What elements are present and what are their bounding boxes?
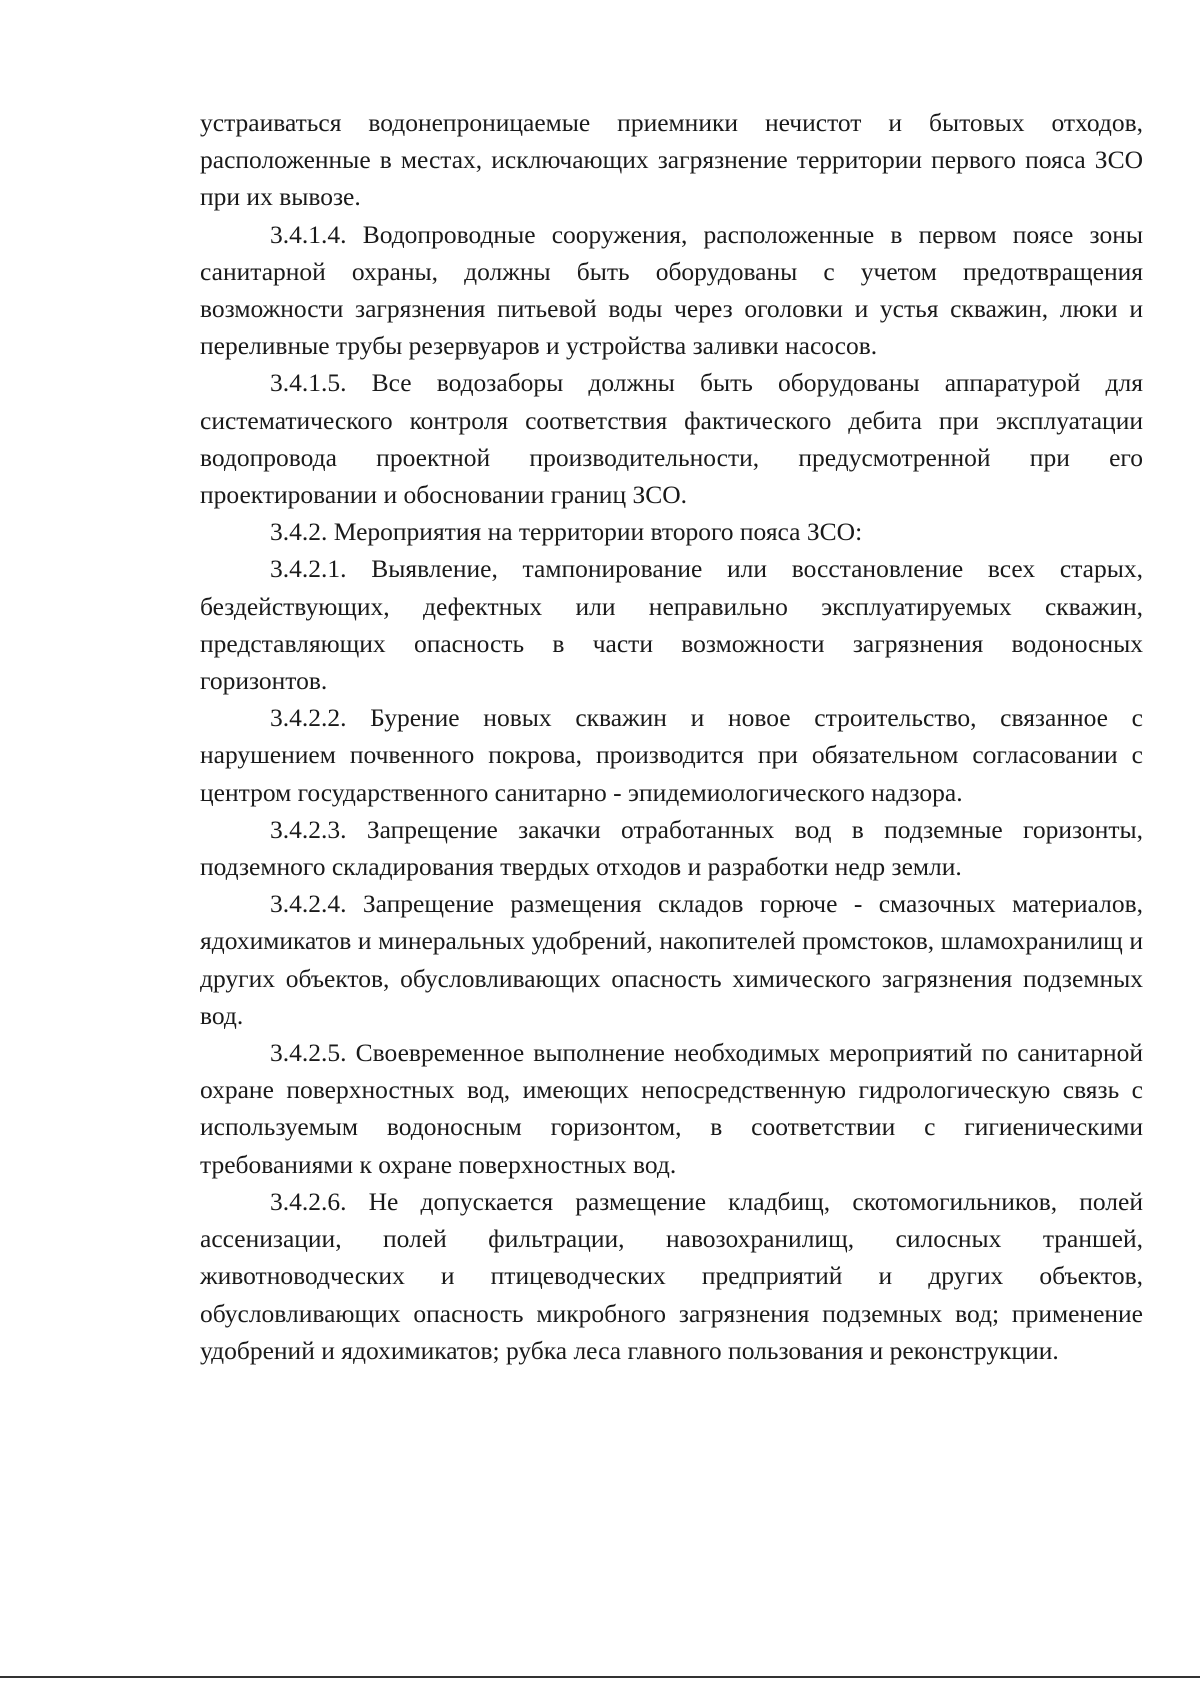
- page-bottom-edge-line: [0, 1676, 1200, 1678]
- paragraph-3-4-2-1: 3.4.2.1. Выявление, тампонирование или восстановление всех старых, бездействующих, дефектных или неправильно эксплуатируемых скважин, представляющих опасность в части возможности загрязнения водоносных горизонтов.: [200, 554, 1143, 696]
- paragraph-3-4-1-5: 3.4.1.5. Все водозаборы должны быть оборудованы аппаратурой для систематического контроля соответствия фактического дебита при эксплуатации водопровода проектной производительности, предусмотренной при его проектировании и обосновании границ ЗСО.: [200, 368, 1143, 510]
- paragraph-3-4-2-3: 3.4.2.3. Запрещение закачки отработанных вод в подземные горизонты, подземного складирования твердых отходов и разработки недр земли.: [200, 814, 1143, 882]
- paragraph-3-4-2-2: 3.4.2.2. Бурение новых скважин и новое строительство, связанное с нарушением почвенного покрова, производится при обязательном согласовании с центром государственного санитарно - эпидемиологического надзора.: [200, 703, 1143, 807]
- paragraph-3-4-1-4: 3.4.1.4. Водопроводные сооружения, расположенные в первом поясе зоны санитарной охраны, должны быть оборудованы с учетом предотвращения возможности загрязнения питьевой воды через оголовки и устья скважин, люки и переливные трубы резервуаров и устройства заливки насосов.: [200, 219, 1143, 361]
- document-page: [200, 104, 1143, 1369]
- paragraph-3-4-2-6: 3.4.2.6. Не допускается размещение кладбищ, скотомогильников, полей ассенизации, полей фильтрации, навозохранилищ, силосных траншей, животноводческих и птицеводческих предприятий и других объектов, обусловливающих опасность микробного загрязнения подземных вод; применение удобрений и ядохимикатов; рубка леса главного пользования и реконструкции.: [200, 1186, 1143, 1365]
- paragraph-3-4-2-heading: 3.4.2. Мероприятия на территории второго пояса ЗСО:: [270, 517, 863, 547]
- paragraph-3-4-2-5: 3.4.2.5. Своевременное выполнение необходимых мероприятий по санитарной охране поверхностных вод, имеющих непосредственную гидрологическую связь с используемым водоносным горизонтом, в соответствии с гигиеническими требованиями к охране поверхностных вод.: [200, 1038, 1143, 1179]
- paragraph-continuation: устраиваться водонепроницаемые приемники нечистот и бытовых отходов, расположенные в местах, исключающих загрязнение территории первого пояса ЗСО при их вывозе.: [200, 108, 1143, 212]
- paragraph-3-4-2-4: 3.4.2.4. Запрещение размещения складов горюче - смазочных материалов, ядохимикатов и минеральных удобрений, накопителей промстоков, шламохранилищ и других объектов, обусловливающих опасность химического загрязнения подземных вод.: [200, 889, 1143, 1030]
